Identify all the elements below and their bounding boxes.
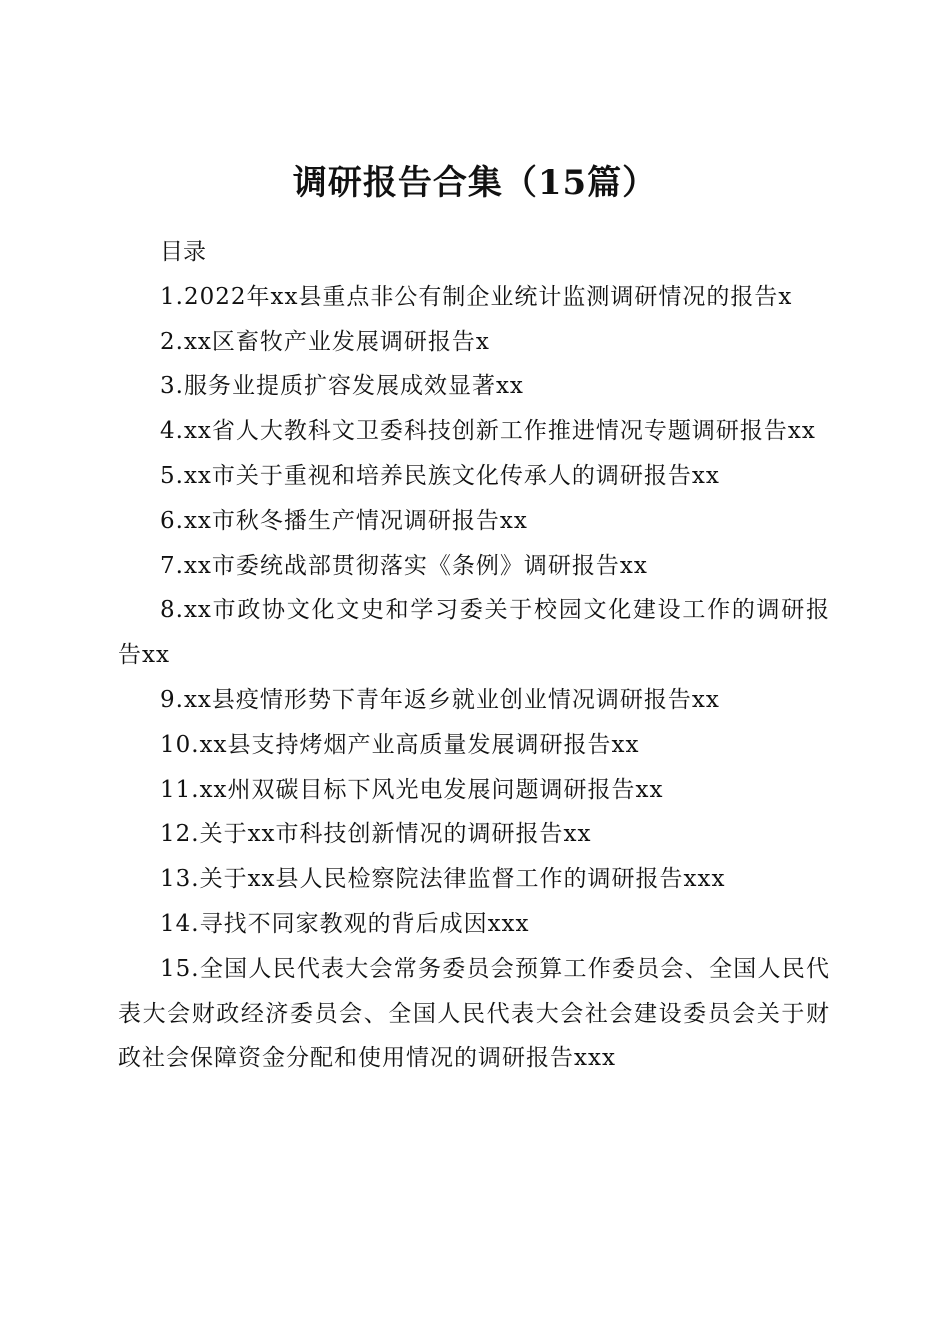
toc-heading: 目录 [160, 239, 206, 265]
page-title: 调研报告合集（15篇） [292, 162, 658, 203]
toc-item-11: 11.xx州双碳目标下风光电发展问题调研报告xx [160, 776, 664, 803]
toc-item-8: 8.xx市政协文化文史和学习委关于校园文化建设工作的调研报告xx [118, 597, 830, 669]
toc-item-6: 6.xx市秋冬播生产情况调研报告xx [160, 507, 528, 534]
toc-item-5: 5.xx市关于重视和培养民族文化传承人的调研报告xx [160, 462, 720, 489]
toc-item-2: 2.xx区畜牧产业发展调研报告x [160, 328, 490, 355]
toc-item-1: 1.2022年xx县重点非公有制企业统计监测调研情况的报告x [160, 283, 793, 310]
toc-item-12: 12.关于xx市科技创新情况的调研报告xx [160, 821, 592, 848]
toc-item-9: 9.xx县疫情形势下青年返乡就业创业情况调研报告xx [160, 686, 720, 713]
toc-item-14: 14.寻找不同家教观的背后成因xxx [160, 910, 530, 937]
toc-item-7: 7.xx市委统战部贯彻落实《条例》调研报告xx [160, 552, 648, 579]
toc-item-15: 15.全国人民代表大会常务委员会预算工作委员会、全国人民代表大会财政经济委员会、全国人民代表大会社会建设委员会关于财政社会保障资金分配和使用情况的调研报告xxx [118, 955, 830, 1072]
toc-item-3: 3.服务业提质扩容发展成效显著xx [160, 373, 524, 400]
toc-item-4: 4.xx省人大教科文卫委科技创新工作推进情况专题调研报告xx [160, 418, 816, 445]
table-of-contents [118, 230, 830, 1081]
toc-item-10: 10.xx县支持烤烟产业高质量发展调研报告xx [160, 731, 640, 758]
toc-item-13: 13.关于xx县人民检察院法律监督工作的调研报告xxx [160, 866, 726, 893]
toc-list [118, 275, 830, 1081]
